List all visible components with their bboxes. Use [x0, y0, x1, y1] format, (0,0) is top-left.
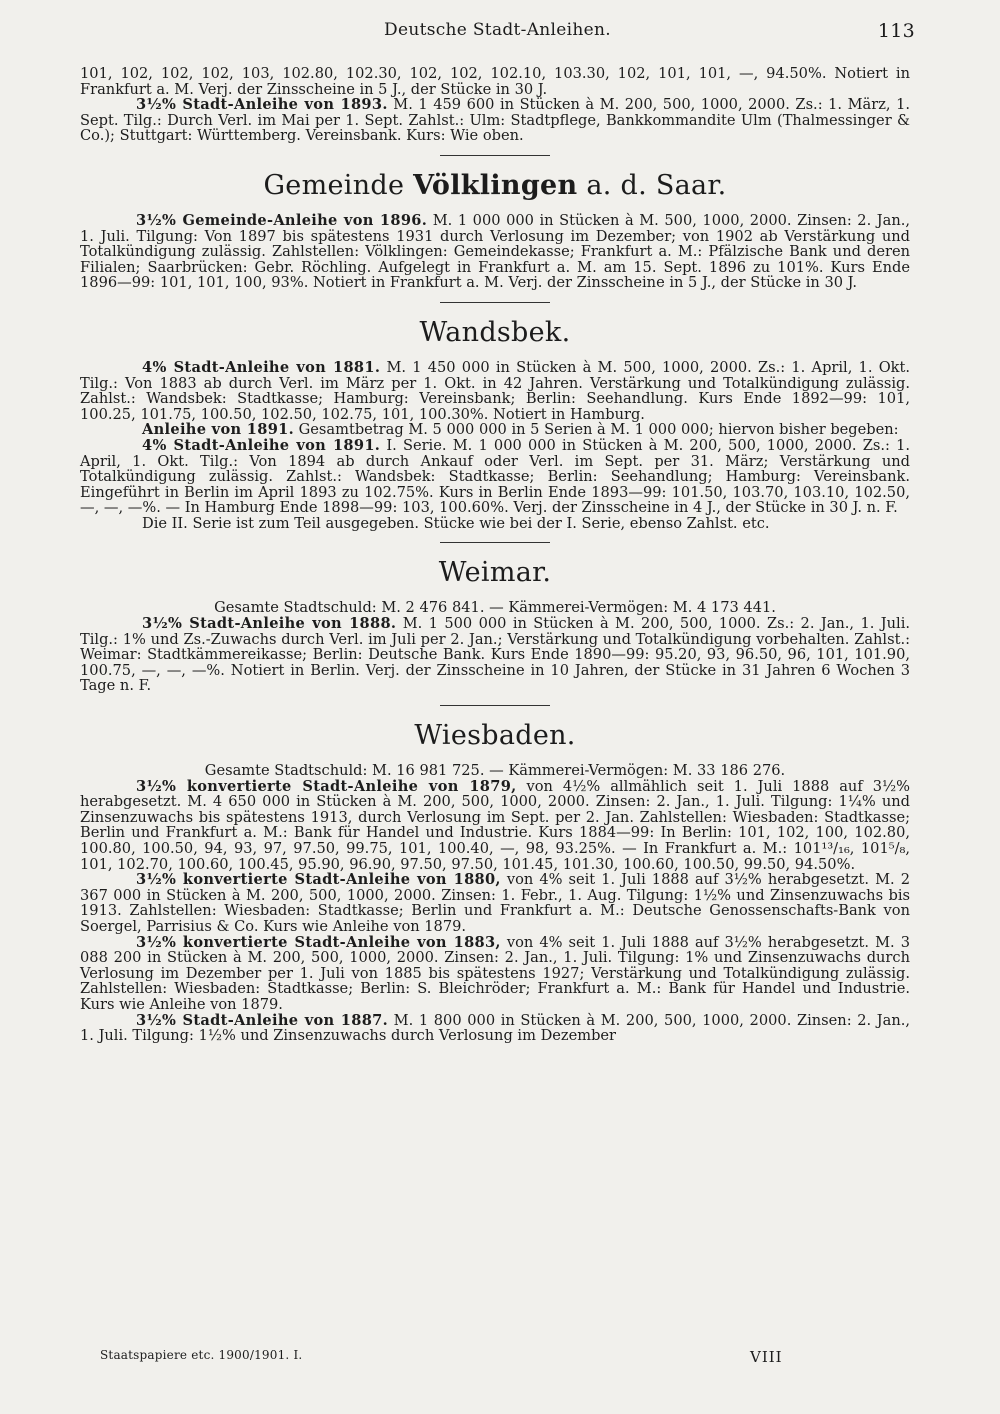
footer-publication: Staatspapiere etc. 1900/1901. I. [100, 1348, 303, 1362]
bond-entry [80, 422, 910, 438]
section-heading [80, 169, 910, 203]
debt-summary: Gesamte Stadtschuld: M. 16 981 725. — Kämmerei-Vermögen: M. 33 186 276. [204, 762, 786, 780]
section-voelklingen [80, 169, 910, 291]
bond-text: M. 1 000 000 in Stücken à M. 500, 1000, 2000. Zinsen: 2. Jan., 1. Juli. Tilgung: Von 1897 bis spätestens 1931 durch Verlosung im Dezember; von 1902 ab Verstärkung und Totalkündigung zulässig. Zahlstellen: Völklingen: Gemeindekasse; Frankfurt a. M.: Pfälzische Bank und deren Filialen; Saarbrücken: Gebr. Röchling. Aufgelegt in Frankfurt a. M. am 15. Sept. 1896 zu 101%. Kurs Ende 1896—99: 101, 101, 100, 93%. Notiert in Frankfurt a. M. Verj. der Zinsscheine in 5 J., der Stücke in 30 J. [80, 211, 911, 292]
bond-text: M. 1 459 600 in Stücken à M. 200, 500, 1000, 2000. Zs.: 1. März, 1. Sept. Tilg.: Durch Verl. im Mai per 1. Sept. Zahlst.: Ulm: Stadtpflege, Bankkommandite Ulm (Thalmessinger & Co.); Stuttgart: Württemberg. Vereinsbank. Kurs: Wie oben. [80, 96, 910, 145]
bond-title: 3½% konvertierte Stadt-Anleihe von 1883, [136, 933, 501, 951]
section-divider [440, 155, 550, 156]
bond-text: Gesamtbetrag M. 5 000 000 in 5 Serien à M. 1 000 000; hiervon bisher begeben: [298, 421, 899, 439]
bond-title: 3½% Stadt-Anleihe von 1888. [142, 615, 397, 633]
page-number: 113 [877, 20, 915, 42]
bond-text: M. 1 800 000 in Stücken à M. 200, 500, 1000, 2000. Zinsen: 2. Jan., 1. Juli. Tilgung: 1½% und Zinsenzuwachs durch Verlosung im Dezember [80, 1011, 911, 1045]
bond-text: M. 1 450 000 in Stücken à M. 500, 1000, 2000. Zs.: 1. April, 1. Okt. Tilg.: Von 1883 ab durch Verl. im März per 1. Okt. in 42 Jahren. Verstärkung und Totalkündigung zulässig. Zahlst.: Wandsbek: Stadtkasse; Hamburg: Vereinsbank; Berlin: Seehandlung. Kurs Ende 1892—99: 101, 100.25, 101.75, 100.50, 102.50, 102.75, 101, 100.30%. Notiert in Hamburg. [80, 358, 911, 423]
bond-text: von 4½% allmählich seit 1. Juli 1888 auf 3½% herabgesetzt. M. 4 650 000 in Stücken à M. 200, 500, 1000, 2000. Zinsen: 2. Jan., 1. Juli. Tilgung: 1¼% und Zinsenzuwachs bis spätestens 1913, durch Verlosung im Sept. per 2. Jan. Zahlstellen: Wiesbaden: Stadtkasse; Berlin und Frankfurt a. M.: Bank für Handel und Industrie. Kurs 1884—99: In Berlin: 101, 102, 100, 102.80, 100.80, 100.50, 94, 93, 97, 97.50, 99.75, 101, 100.40, —, 98, 93.25%. — In Frankfurt a. M.: 101¹³/₁₆, 101⁵/₈, 101, 102.70, 100.60, 100.45, 95.90, 96.90, 97.50, 97.50, 101.45, 101.30, 100.60, 100.50, 99.50, 94.50%. [80, 777, 910, 873]
paragraph: 101, 102, 102, 102, 103, 102.80, 102.30, 102, 102, 102.10, 103.30, 102, 101, 101, —, 94.50%. Notiert in Frankfurt a. M. Verj. der Zinsscheine in 5 J., der Stücke in 30 J. [80, 65, 910, 98]
section-divider [440, 705, 550, 706]
bond-entry [80, 1013, 910, 1044]
bond-title: 3½% Gemeinde-Anleihe von 1896. [136, 211, 428, 229]
bond-title: 3½% konvertierte Stadt-Anleihe von 1879, [136, 777, 517, 795]
bond-entry [80, 872, 910, 934]
page-header [80, 20, 915, 44]
paragraph: Die II. Serie ist zum Teil ausgegeben. Stücke wie bei der I. Serie, ebenso Zahlst. etc. [142, 514, 770, 532]
section-heading: Weimar. [438, 557, 552, 589]
bond-title: 3½% Stadt-Anleihe von 1887. [136, 1011, 389, 1029]
bond-entry [80, 97, 910, 144]
signature-mark: VIII [750, 1348, 783, 1366]
section-ulm-continuation [80, 66, 910, 144]
heading-prefix: Gemeinde [263, 169, 405, 201]
debt-summary: Gesamte Stadtschuld: M. 2 476 841. — Kämmerei-Vermögen: M. 4 173 441. [214, 599, 776, 617]
running-title: Deutsche Stadt-Anleihen. [384, 20, 611, 40]
bond-title: 3½% Stadt-Anleihe von 1893. [136, 96, 388, 114]
bond-entry [80, 438, 910, 516]
bond-entry [80, 779, 910, 873]
bond-entry [80, 935, 910, 1013]
section-divider [440, 542, 550, 543]
section-weimar [80, 556, 910, 694]
bond-text: I. Serie. M. 1 000 000 in Stücken à M. 200, 500, 1000, 2000. Zs.: 1. April, 1. Okt. Tilg.: Von 1894 ab durch Ankauf oder Verl. im Sept. per 31. März; Verstärkung und Totalkündigung zulässig. Zahlst.: Wandsbek: Stadtkasse; Berlin: Seehandlung; Hamburg: Vereinsbank. Eingeführt in Berlin im April 1893 zu 102.75%. Kurs in Berlin Ende 1893—99: 101.50, 103.70, 103.10, 102.50, —, —, —%. — In Hamburg Ende 1898—99: 103, 100.60%. Verj. der Zinsscheine in 4 J., der Stücke in 30 J. n. F. [80, 436, 910, 517]
bond-title: 4% Stadt-Anleihe von 1891. [142, 436, 381, 454]
bond-title: Anleihe von 1891. [142, 421, 294, 439]
section-heading: Wiesbaden. [414, 720, 576, 752]
page-footer [100, 1348, 910, 1368]
heading-city: Völklingen [413, 169, 578, 201]
section-heading: Wandsbek. [419, 316, 571, 348]
bond-text: von 4% seit 1. Juli 1888 auf 3½% herabgesetzt. M. 2 367 000 in Stücken à M. 200, 500, 1000, 2000. Zinsen: 1. Febr., 1. Aug. Tilgung: 1½% und Zinsenzuwachs bis 1913. Zahlstellen: Wiesbaden: Stadtkasse; Berlin und Frankfurt a. M.: Deutsche Genossenschafts-Bank von Soergel, Parrisius & Co. Kurs wie Anleihe von 1879. [80, 871, 910, 935]
section-wandsbek [80, 316, 910, 532]
bond-entry [80, 213, 910, 291]
heading-suffix: a. d. Saar. [586, 169, 727, 201]
bond-entry [80, 616, 910, 694]
bond-title: 4% Stadt-Anleihe von 1881. [142, 358, 381, 376]
section-wiesbaden [80, 719, 910, 1044]
bond-text: M. 1 500 000 in Stücken à M. 200, 500, 1000. Zs.: 2. Jan., 1. Juli. Tilg.: 1% und Zs.-Zuwachs durch Verl. im Juli per 2. Jan.; Verstärkung und Totalkündigung vorbehalten. Zahlst.: Weimar: Stadtkämmereikasse; Berlin: Deutsche Bank. Kurs Ende 1890—99: 95.20, 93, 96.50, 96, 101, 101.90, 100.75, —, —, —%. Notiert in Berlin. Verj. der Zinsscheine in 10 Jahren, der Stücke in 31 Jahren 6 Wochen 3 Tage n. F. [80, 615, 910, 695]
bond-title: 3½% konvertierte Stadt-Anleihe von 1880, [136, 871, 501, 889]
page-body [80, 66, 910, 1044]
section-divider [440, 302, 550, 303]
bond-entry [80, 360, 910, 422]
bond-text: von 4% seit 1. Juli 1888 auf 3½% herabgesetzt. M. 3 088 200 in Stücken à M. 200, 500, 1000, 2000. Zinsen: 2. Jan., 1. Juli. Tilgung: 1% und Zinsenzuwachs durch Verlosung im Dezember per 1. Juli von 1885 bis spätestens 1927; Verstärkung und Totalkündigung zulässig. Zahlstellen: Wiesbaden: Stadtkasse; Berlin: S. Bleichröder; Frankfurt a. M.: Bank für Handel und Industrie. Kurs wie Anleihe von 1879. [80, 933, 910, 1013]
